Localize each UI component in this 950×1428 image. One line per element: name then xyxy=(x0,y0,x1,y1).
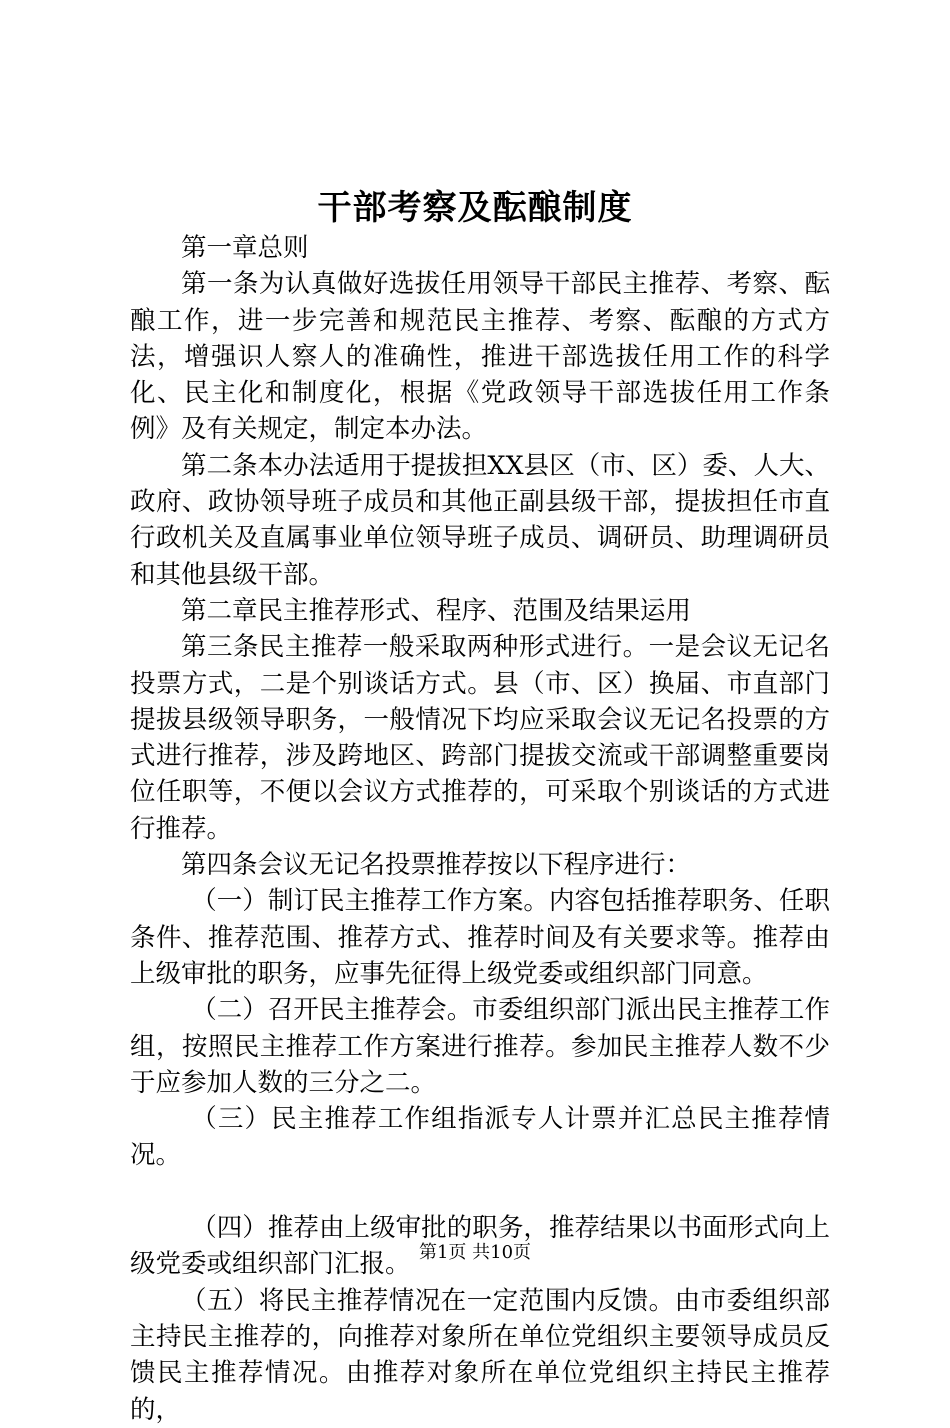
chapter-heading: 第一章总则 xyxy=(181,233,309,263)
paragraph: 第二条本办法适用于提拔担XX县区（市、区）委、人大、政府、政协领导班子成员和其他正副县级干部，提拔担任市直行政机关及直属事业单位领导班子成员、调研员、助理调研员和其他县级干部。 xyxy=(130,450,830,590)
page-number-footer: 第1页 共10页 xyxy=(418,1242,532,1263)
document-title: 干部考察及酝酿制度 xyxy=(317,188,633,228)
list-item: （二）召开民主推荐会。市委组织部门派出民主推荐工作组，按照民主推荐工作方案进行推荐。参加民主推荐人数不少于应参加人数的三分之二。 xyxy=(130,995,830,1098)
list-item: （一）制订民主推荐工作方案。内容包括推荐职务、任职条件、推荐范围、推荐方式、推荐时间及有关要求等。推荐由上级审批的职务，应事先征得上级党委或组织部门同意。 xyxy=(130,886,830,989)
list-item: （五）将民主推荐情况在一定范围内反馈。由市委组织部主持民主推荐的，向推荐对象所在单位党组织主要领导成员反馈民主推荐情况。由推荐对象所在单位党组织主持民主推荐的， xyxy=(130,1285,830,1425)
list-item: （四）推荐由上级审批的职务，推荐结果以书面形式向上级党委或组织部门汇报。 xyxy=(130,1213,830,1280)
chapter-heading: 第二章民主推荐形式、程序、范围及结果运用 xyxy=(181,595,692,626)
blank-line xyxy=(130,1174,830,1210)
paragraph: 第四条会议无记名投票推荐按以下程序进行： xyxy=(181,850,692,881)
list-item: （三）民主推荐工作组指派专人计票并汇总民主推荐情况。 xyxy=(130,1104,830,1171)
paragraph: 第三条民主推荐一般采取两种形式进行。一是会议无记名投票方式，二是个别谈话方式。县（市、区）换届、市直部门提拔县级领导职务，一般情况下均应采取会议无记名投票的方式进行推荐，涉及跨地区、跨部门提拔交流或干部调整重要岗位任职等，不便以会议方式推荐的，可采取个别谈话的方式进行推荐。 xyxy=(130,632,830,844)
paragraph: 第一条为认真做好选拔任用领导干部民主推荐、考察、酝酿工作，进一步完善和规范民主推荐、考察、酝酿的方式方法，增强识人察人的准确性，推进干部选拔任用工作的科学化、民主化和制度化，根据《党政领导干部选拔任用工作条例》及有关规定，制定本办法。 xyxy=(130,269,830,445)
